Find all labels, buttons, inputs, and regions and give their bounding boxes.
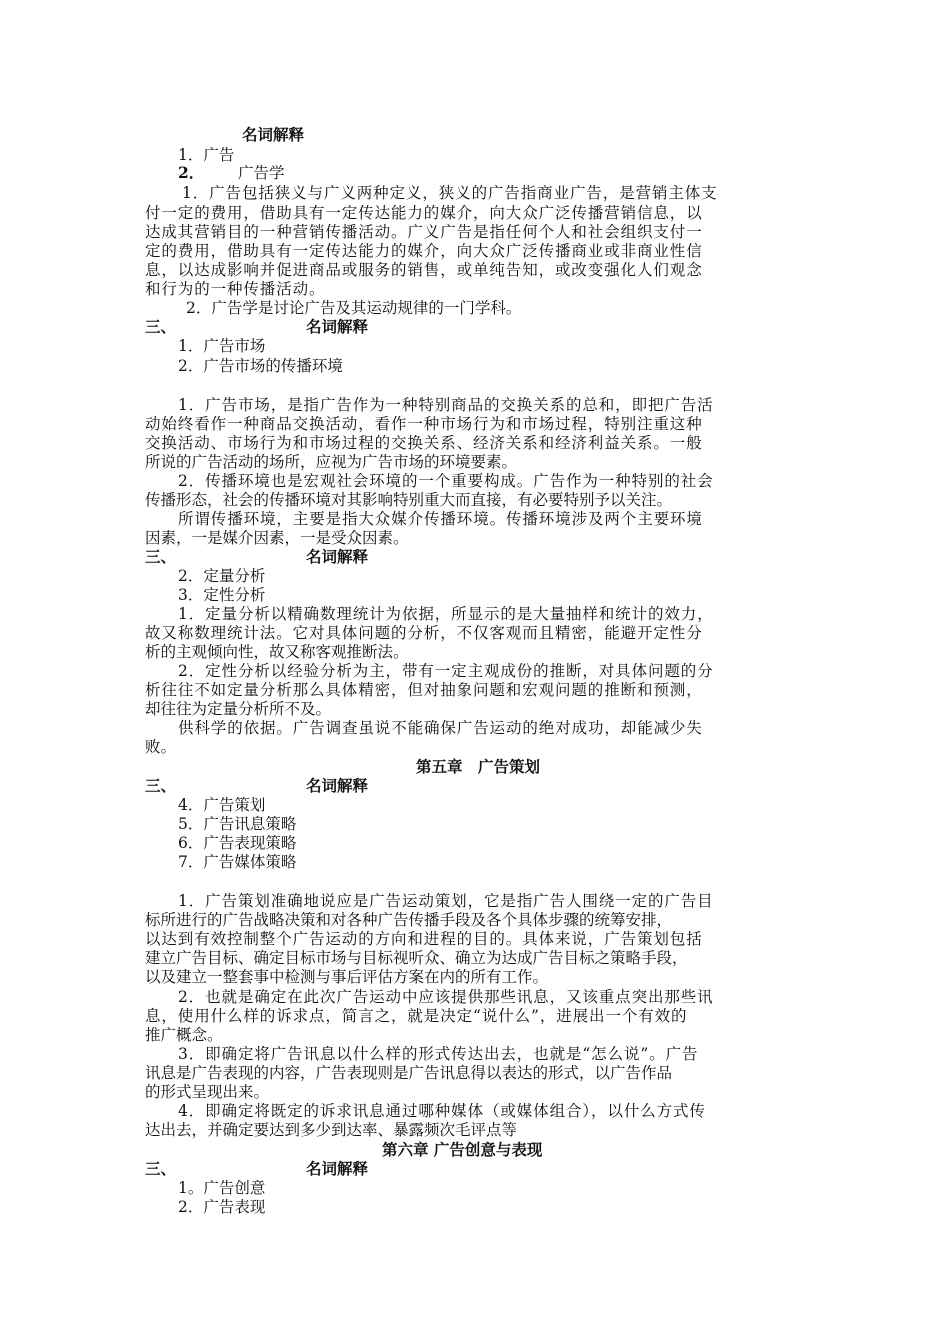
- answer-line: 因素，一是媒介因素，一是受众因素。: [145, 529, 409, 547]
- term-item: 2．广告表现: [178, 1198, 266, 1216]
- answer-line: 1．广告策划准确地说应是广告运动策划，它是指广告人围绕一定的广告目: [178, 892, 714, 910]
- term-item: 2．广告市场的传播环境: [178, 357, 343, 375]
- answer-line: 以达到有效控制整个广告运动的方向和进程的目的。具体来说，广告策划包括: [145, 930, 703, 948]
- section-heading: 名词解释: [306, 317, 369, 336]
- answer-line: 传播形态，社会的传播环境对其影响特别重大而直接，有必要特别予以关注。: [145, 491, 673, 509]
- answer-line: 2．广告学是讨论广告及其运动规律的一门学科。: [186, 299, 522, 317]
- term-item-number: 2．: [178, 163, 205, 182]
- answer-line: 和行为的一种传播活动。: [145, 280, 326, 298]
- answer-line: 却往往为定量分析所不及。: [145, 700, 332, 718]
- answer-line: 交换活动、市场行为和市场过程的交换关系、经济关系和经济利益关系。一般: [145, 434, 703, 452]
- term-item: 4．广告策划: [178, 796, 266, 814]
- term-item: 7．广告媒体策略: [178, 853, 297, 871]
- term-item: 5．广告讯息策略: [178, 815, 297, 833]
- answer-line: 定的费用，借助具有一定传达能力的媒介，向大众广泛传播商业或非商业性信: [145, 242, 703, 260]
- answer-line: 败。: [145, 738, 177, 756]
- answer-line: 3．即确定将广告讯息以什么样的形式传达出去，也就是“怎么说”。广告: [178, 1045, 699, 1063]
- answer-line: 所谓传播环境，主要是指大众媒介传播环境。传播环境涉及两个主要环境: [178, 510, 703, 528]
- section-heading: 名词解释: [306, 776, 369, 795]
- answer-line: 建立广告目标、确定目标市场与目标视听众、确立为达成广告目标之策略手段，: [145, 949, 688, 967]
- section-number: 三、: [145, 547, 177, 566]
- section-heading: 名词解释: [306, 1159, 369, 1178]
- term-item: 1。广告创意: [178, 1179, 266, 1197]
- answer-line: 4．即确定将既定的诉求讯息通过哪种媒体（或媒体组合），以什么方式传: [178, 1102, 706, 1120]
- section-number: 三、: [145, 317, 177, 336]
- term-item: 1．广告: [178, 146, 235, 164]
- answer-line: 息，以达成影响并促进商品或服务的销售，或单纯告知，或改变强化人们观念: [145, 261, 703, 279]
- answer-line: 供科学的依据。广告调查虽说不能确保广告运动的绝对成功，却能减少失: [178, 719, 703, 737]
- answer-line: 2．定性分析以经验分析为主，带有一定主观成份的推断，对具体问题的分: [178, 662, 714, 680]
- term-item: 1．广告市场: [178, 337, 266, 355]
- chapter-title: 第六章 广告创意与表现: [382, 1140, 543, 1159]
- term-item: 3．定性分析: [178, 586, 266, 604]
- answer-line: 2．传播环境也是宏观社会环境的一个重要构成。广告作为一种特别的社会: [178, 472, 714, 490]
- answer-line: 故又称数理统计法。它对具体问题的分析，不仅客观而且精密，能避开定性分: [145, 624, 703, 642]
- section-heading: 名词解释: [242, 125, 305, 144]
- term-item: 6．广告表现策略: [178, 834, 297, 852]
- answer-line: 析的主观倾向性，故又称客观推断法。: [145, 643, 409, 661]
- section-number: 三、: [145, 1159, 177, 1178]
- section-number: 三、: [145, 776, 177, 795]
- section-heading: 名词解释: [306, 547, 369, 566]
- answer-line: 1．定量分析以精确数理统计为依据，所显示的是大量抽样和统计的效力，: [178, 605, 714, 623]
- answer-line: 标所进行的广告战略决策和对各种广告传播手段及各个具体步骤的统筹安排，: [145, 911, 673, 929]
- answer-line: 以及建立一整套事中检测与事后评估方案在内的所有工作。: [145, 968, 549, 986]
- answer-line: 推广概念。: [145, 1026, 223, 1044]
- answer-line: 2．也就是确定在此次广告运动中应该提供那些讯息，又该重点突出那些讯: [178, 988, 714, 1006]
- answer-line: 达出去，并确定要达到多少到达率、暴露频次毛评点等: [145, 1121, 518, 1139]
- chapter-title: 第五章 广告策划: [416, 757, 541, 776]
- answer-line: 所说的广告活动的场所，应视为广告市场的环境要素。: [145, 453, 518, 471]
- answer-line: 息，使用什么样的诉求点，简言之，就是决定“说什么”，进展出一个有效的: [145, 1007, 688, 1025]
- term-item: 2．定量分析: [178, 567, 266, 585]
- answer-line: 1．广告市场，是指广告作为一种特别商品的交换关系的总和，即把广告活: [178, 396, 714, 414]
- answer-line: 达成其营销目的一种营销传播活动。广义广告是指任何个人和社会组织支付一: [145, 223, 703, 241]
- answer-line: 的形式呈现出来。: [145, 1083, 270, 1101]
- answer-line: 析往往不如定量分析那么具体精密，但对抽象问题和宏观问题的推断和预测，: [145, 681, 703, 699]
- answer-line: 付一定的费用，借助具有一定传达能力的媒介，向大众广泛传播营销信息，以: [145, 204, 703, 222]
- answer-line: 讯息是广告表现的内容，广告表现则是广告讯息得以表达的形式，以广告作品: [145, 1064, 673, 1082]
- answer-line: 1．广告包括狭义与广义两种定义，狭义的广告指商业广告，是营销主体支: [182, 184, 718, 202]
- answer-line: 动始终看作一种商品交换活动，看作一种市场行为和市场过程，特别注重这种: [145, 415, 703, 433]
- term-item: 广告学: [238, 164, 285, 182]
